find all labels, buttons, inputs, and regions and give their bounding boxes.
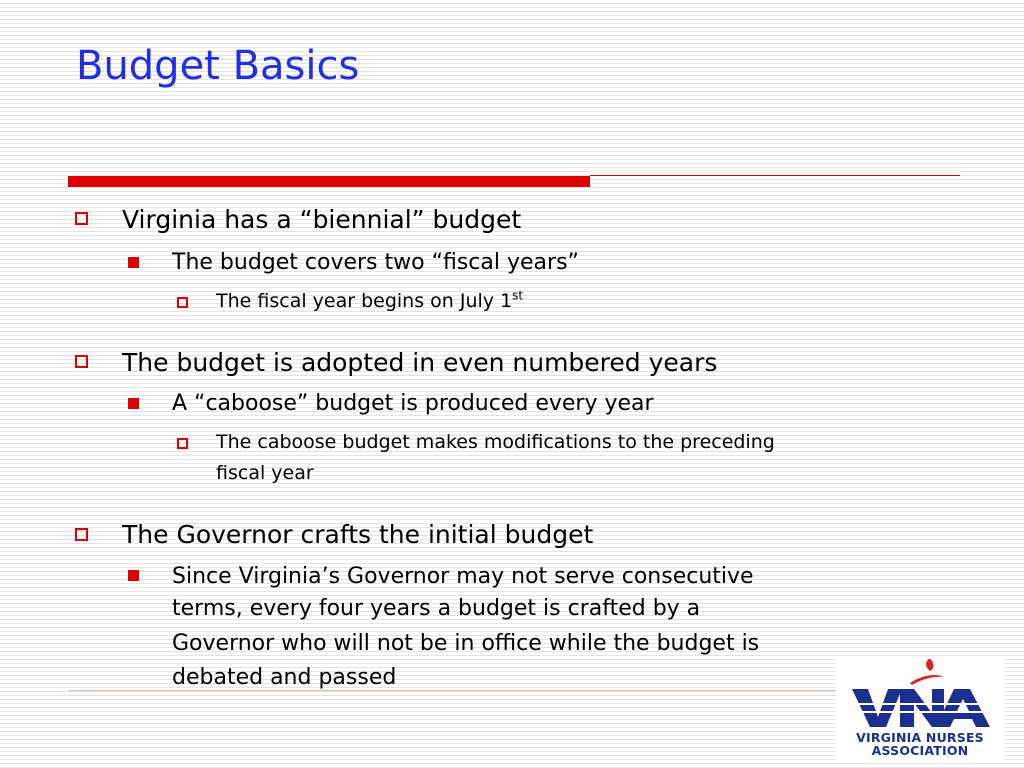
- logo-caption-line1: VIRGINIA NURSES: [856, 730, 984, 745]
- solid-square-bullet-icon: [128, 570, 139, 581]
- vna-logo-mark-icon: [836, 659, 1004, 731]
- hollow-square-bullet-icon: [177, 297, 188, 308]
- bullet-l2-line2: terms, every four years a budget is crafted by a: [172, 596, 701, 621]
- footer-rule: [68, 690, 960, 691]
- bullet-l1: The Governor crafts the initial budget: [122, 520, 594, 549]
- bullet-l2-line1: Since Virginia’s Governor may not serve consecutive: [172, 564, 754, 589]
- slide-title: Budget Basics: [76, 43, 360, 89]
- superscript: st: [512, 288, 524, 303]
- bullet-l2-line4: debated and passed: [172, 665, 397, 690]
- bullet-l1: The budget is adopted in even numbered years: [122, 348, 718, 377]
- bullet-l3-line2: fiscal year: [216, 462, 314, 484]
- hollow-square-bullet-icon: [177, 438, 188, 449]
- solid-square-bullet-icon: [128, 257, 139, 268]
- hollow-square-bullet-icon: [75, 528, 88, 541]
- bullet-l2: The budget covers two “fiscal years”: [172, 250, 579, 275]
- bullet-l1: Virginia has a “biennial” budget: [122, 205, 522, 234]
- logo-caption-line2: ASSOCIATION: [871, 743, 969, 758]
- bullet-l3: The fiscal year begins on July 1st: [216, 288, 524, 312]
- solid-square-bullet-icon: [128, 398, 139, 409]
- bullet-l3-line1: The caboose budget makes modifications to the preceding: [216, 431, 775, 453]
- hollow-square-bullet-icon: [75, 212, 88, 225]
- vna-logo: [836, 659, 1004, 762]
- hollow-square-bullet-icon: [75, 355, 88, 368]
- bullet-l2-line3: Governor who will not be in office while the budget is: [172, 631, 760, 656]
- bullet-l2: A “caboose” budget is produced every year: [172, 391, 654, 416]
